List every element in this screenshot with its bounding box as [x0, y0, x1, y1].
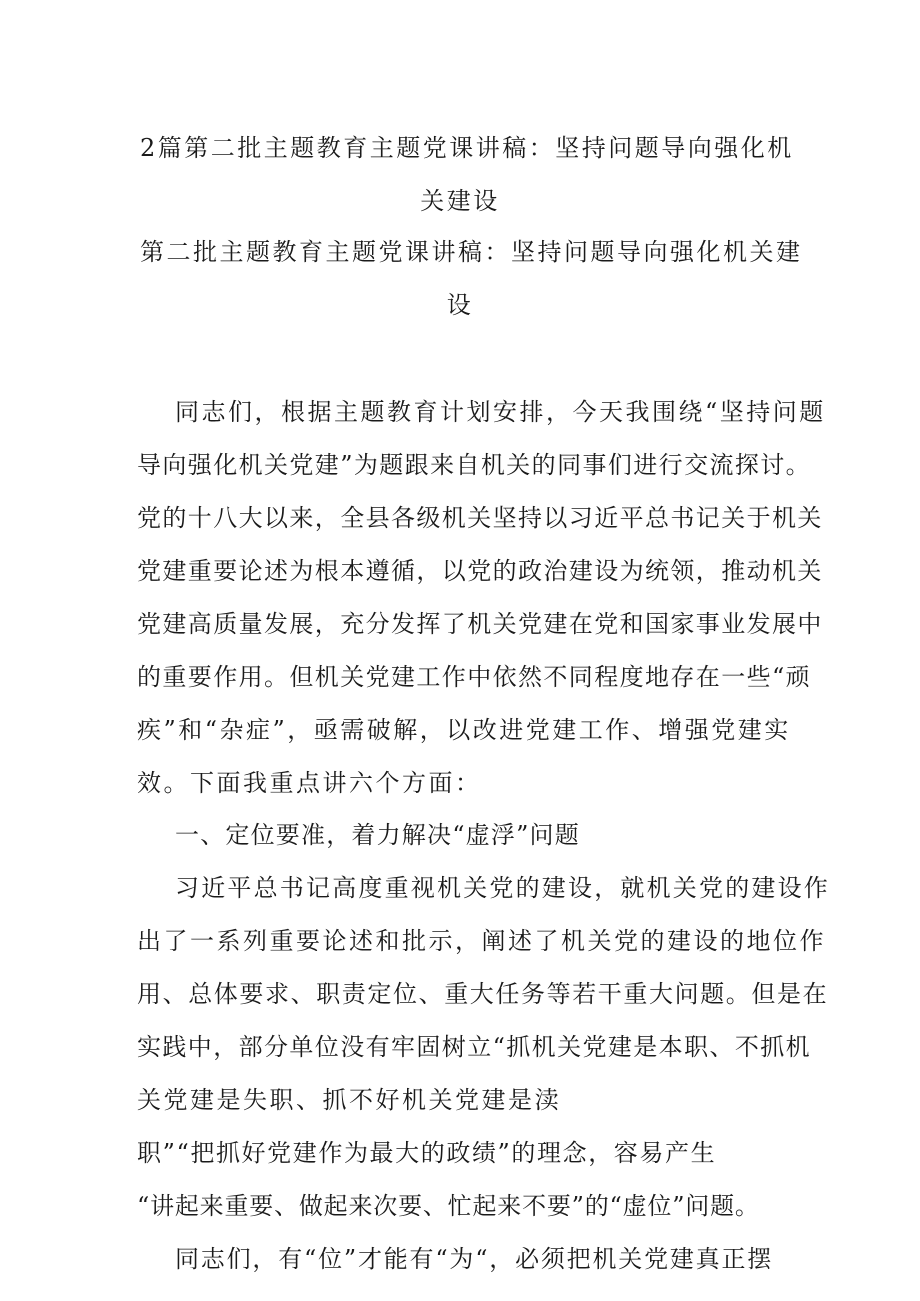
paragraph-line: 党的十八大以来，全县各级机关坚持以习近平总书记关于机关	[137, 504, 823, 532]
document-subtitle	[140, 237, 803, 320]
paragraph-line: 疾”和“杂症”，亟需破解，以改进党建工作、增强党建实	[137, 716, 791, 744]
paragraph-line: “讲起来重要、做起来次要、忙起来不要”的“虚位”问题。	[137, 1192, 760, 1220]
paragraph-line: 的重要作用。但机关党建工作中依然不同程度地存在一些“顽	[137, 663, 812, 691]
document-title	[140, 133, 794, 216]
paragraph-line: 同志们，有“位”才能有“为“，必须把机关党建真正摆	[175, 1245, 774, 1273]
paragraph-line: 习近平总书记高度重视机关党的建设，就机关党的建设作	[175, 874, 830, 902]
paragraph-line: 实践中，部分单位没有牢固树立“抓机关党建是本职、不抓机	[137, 1033, 812, 1061]
title-line-1: 2篇第二批主题教育主题党课讲稿：坚持问题导向强化机	[140, 134, 794, 162]
paragraph-line: 党建高质量发展，充分发挥了机关党建在党和国家事业发展中	[137, 610, 823, 638]
title-line-2: 关建设	[420, 187, 500, 215]
paragraph-line: 职”“把抓好党建作为最大的政绩”的理念，容易产生	[137, 1139, 717, 1167]
paragraph-line: 导向强化机关党建”为题跟来自机关的同事们进行交流探讨。	[137, 451, 812, 479]
subtitle-line-2: 设	[446, 291, 474, 319]
subtitle-line-1: 第二批主题教育主题党课讲稿：坚持问题导向强化机关建	[140, 238, 803, 266]
paragraph-line: 出了一系列重要论述和批示，阐述了机关党的建设的地位作	[137, 927, 826, 955]
section-heading: 一、定位要准，着力解决“虚浮”问题	[175, 821, 580, 849]
paragraph-line: 效。下面我重点讲六个方面：	[137, 769, 482, 797]
paragraph-line: 党建重要论述为根本遵循，以党的政治建设为统领，推动机关	[137, 557, 823, 585]
paragraph-line: 关党建是失职、抓不好机关党建是渎	[137, 1086, 561, 1114]
paragraph-line: 用、总体要求、职责定位、重大任务等若干重大问题。但是在	[137, 980, 829, 1008]
paragraph-line: 同志们，根据主题教育计划安排，今天我围绕“坚持问题	[175, 398, 826, 426]
